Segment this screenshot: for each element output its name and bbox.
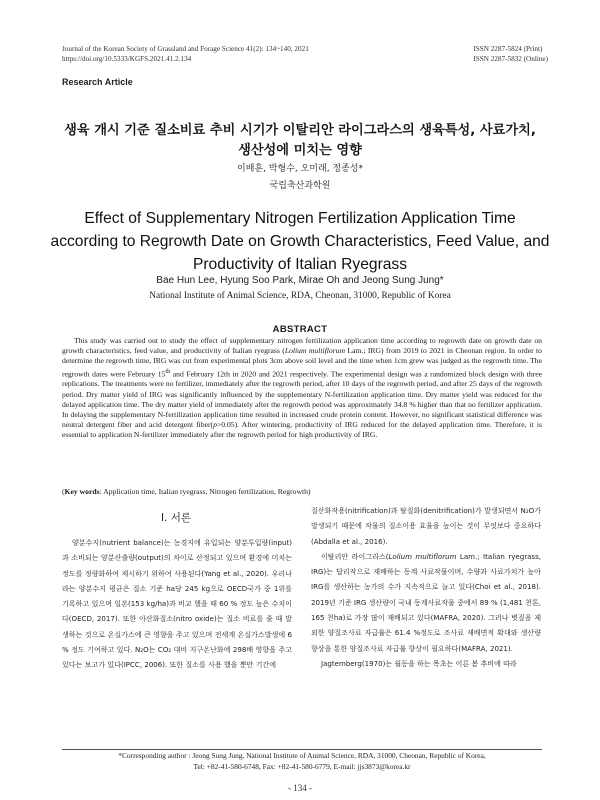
- intro-paragraph-2: [311, 549, 541, 656]
- abstract-body: [62, 336, 542, 441]
- article-type: Research Article: [62, 77, 133, 87]
- english-title: Effect of Supplementary Nitrogen Fertilization Application Time according to Regrowth Date on Growth Characteristics, Feed Value, and Productivity of Italian Ryegrass: [50, 210, 550, 273]
- abstract-heading: ABSTRACT: [272, 324, 328, 335]
- left-column: [62, 535, 292, 673]
- issn-print: ISSN 2287-5824 (Print): [473, 45, 543, 53]
- species-name-2: Lolium multiflorum: [388, 551, 457, 561]
- corresponding-footnote: [62, 751, 542, 772]
- abstract-paragraph: [62, 336, 542, 441]
- intro-paragraph-3: Jagtemberg(1970)는 월동을 하는 목초는 이른 봄 추비에 따라: [321, 658, 517, 668]
- english-authors: Bae Hun Lee, Hyung Soo Park, Mirae Oh and Jeong Sung Jung*: [156, 275, 444, 286]
- issn-block: [473, 44, 548, 64]
- english-institution: National Institute of Animal Science, RDA, Cheonan, 31000, Republic of Korea: [149, 291, 451, 301]
- abstract-text-3: and February 12th in 2020 and 2021 respectively. The experimental design was a randomized block design with three replications. The treatments were no fertilizer, immediately after the regrowth period, after 10 days of the regrowth period, and after 25 days of the regrowth period. Dry matter yield of IRG was significantly influenced by the supplementary N-fertilization application time. Dry matter yield was reduced for the delayed application time. The dry matter yield of immediately after the regrowth period was approximately 34.8 % higher than that no fertilizer application. In delaying the supplementary N-fertilization application time resulted in increased crude protein content. However, no significant statistical difference was neutral detergent fiber and acid detergent fiber(: [62, 369, 542, 430]
- intro-paragraph-1: 양분수지(nutrient balance)는 농경지에 유입되는 양분투입량(input)과 소비되는 양분산출량(output)의 차이로 산정되고 있으며 환경에 미치는 정도를 정량화하여 제시하기 위하여 사용된다(Yang et al., 2020). 우리나라는 양분수지 평균은 질소 기준 ha당 245 kg으로 OECD국가 중 1위를 기록하고 있으며 일본(153 kg/ha)과 비교 했을 때 60 % 정도 높은 수치이다(OECD, 2017). 또한 아산화질소(nitro oxide)는 질소 비료를 줄 때 발생하는 것으로 온실가스에 큰 영향을 주고 있으며 전세계 온실가스발생에 6 % 정도 기여하고 있다. N₂O는 CO₂ 대비 지구온난화에 298배 영향을 주고 있다는 보고가 있다(IPCC, 2006). 또한 질소를 사용 했을 뿐만 기간에: [62, 538, 292, 670]
- species-name: Lolium multiflorum: [284, 346, 345, 356]
- keywords: (Key words: Application time, Italian ryegrass, Nitrogen fertilization, Regrowth): [62, 487, 311, 496]
- superscript-th: th: [165, 367, 171, 375]
- keywords-list: : Application time, Italian ryegrass, Nitrogen fertilization, Regrowth): [99, 487, 311, 496]
- abstract-text-2: Lam.; IRG) from 2019 to 2021 in Cheonan region. In order to determine the regrowth time, IRG was cut from experimental plots 3cm above soil level and the time when 1cm grew was judged as the regrowth time. The regrowth dates were February 15: [62, 346, 543, 379]
- p-value-symbol: p: [213, 420, 217, 430]
- korean-institution: 국립축산과학원: [269, 181, 331, 191]
- abstract-text-4: >0.05). After wintering, productivity of IRG reduced for the delayed application time. Therefore, it is essential to application N-fertilizer immediately after the regrowth period for high productivity of IRG.: [62, 420, 542, 440]
- page-number: - 134 -: [288, 783, 312, 793]
- section-heading-introduction: Ⅰ. 서론: [160, 512, 192, 524]
- right-column: [311, 503, 541, 671]
- intro-text-2a: 이탈리안 라이그라스(: [321, 551, 389, 561]
- issn-online: ISSN 2287-5832 (Online): [473, 55, 548, 63]
- korean-authors: 이배훈, 박형수, 오미래, 정종성*: [237, 164, 363, 174]
- journal-citation: Journal of the Korean Society of Grassland and Forage Science 41(2): 134~140, 2021: [62, 45, 309, 53]
- footnote-divider: [62, 749, 542, 750]
- doi-link[interactable]: https://doi.org/10.5333/KGFS.2021.41.2.134: [62, 55, 192, 63]
- contact-info: Tel: +82-41-580-6748, Fax: +82-41-580-6779, E-mail: jjs3873@korea.kr: [193, 761, 411, 771]
- journal-header: [62, 44, 309, 64]
- intro-text-2b: Lam.; Italian ryegrass, IRG)는 답리작으로 재배하는 동계 사료작물이며, 수량과 사료가치가 높아 IRG를 생산하는 농가의 수가 지속적으로 늘고 있다(Choi et al., 2018). 2019년 기준 IRG 생산량이 국내 동계사료작물 중에서 89 % (1,481 천톤, 165 천ha)로 가장 많이 재배되고 있다(MAFRA, 2020). 그러나 볏짚을 제외한 양질조사료 자급률은 61.4 %정도로 조사료 재배면적 확대와 생산량 향상을 통한 양질조사료 자급률 향상이 필요하다(MAFRA, 2021).: [311, 551, 541, 653]
- corresponding-author: *Corresponding author : Jeong Sung Jung, National Institute of Animal Science, RDA, 31000, Cheonan, Republic of Korea,: [118, 751, 486, 760]
- intro-paragraph-continued: 질산화작용(nitrification)과 탈질화(denitrification)가 발생되면서 N₂O가 발생되기 때문에 작물의 질소이용 효율을 높이는 것이 무엇보다 중요하다(Abdalla et al., 2016).: [311, 506, 541, 546]
- abstract-text-1: This study was carried out to study the effect of supplementary nitrogen fertilization application time according to regrowth date on growth date on growth characteristics, feed value, and productivity of Italian ryegrass (: [62, 336, 542, 356]
- korean-title: 생육 개시 기준 질소비료 추비 시기가 이탈리안 라이그라스의 생육특성, 사료가치, 생산성에 미치는 영향: [64, 123, 536, 158]
- keywords-label: Key words: [64, 487, 100, 496]
